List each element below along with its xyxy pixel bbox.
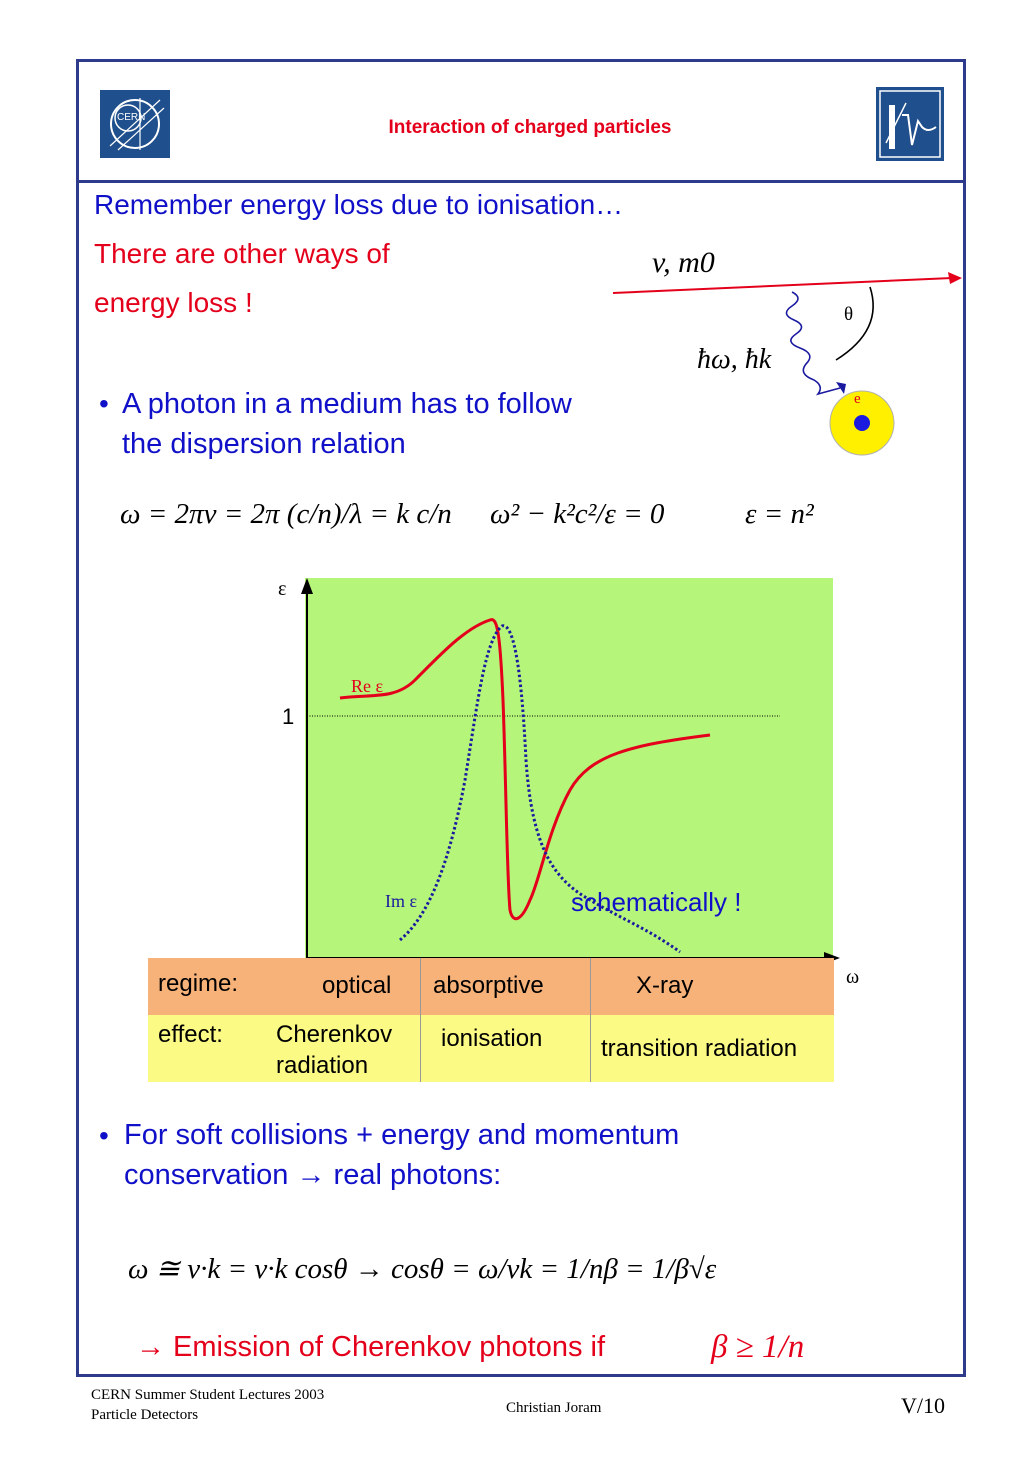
intro-line-3: energy loss ! — [94, 287, 253, 318]
footer-course: Particle Detectors — [91, 1407, 199, 1423]
effect-ionisation: ionisation — [441, 1025, 543, 1052]
particle-label: v, m0 — [652, 246, 715, 279]
bullet-2-line-2: conservation → real photons: — [124, 1159, 502, 1191]
y-axis-label: ε — [278, 578, 287, 600]
effect-cherenkov-2: radiation — [276, 1052, 369, 1079]
unity-label: 1 — [282, 704, 295, 729]
electron-label: e — [854, 391, 861, 407]
effect-cherenkov: Cherenkov — [276, 1021, 393, 1048]
dispersion-formula-3: ε = n² — [745, 498, 814, 530]
regime-optical: optical — [322, 972, 392, 999]
cern-logo-text: CERN — [117, 112, 146, 123]
intro-line-1: Remember energy loss due to ionisation… — [94, 189, 624, 220]
photon-label: ħω, ħk — [697, 344, 772, 375]
bullet-1-line-2: the dispersion relation — [122, 428, 406, 460]
cherenkov-condition: β ≥ 1/n — [711, 1329, 805, 1365]
regime-xray: X-ray — [636, 972, 694, 999]
table-divider-1 — [420, 958, 421, 1082]
dispersion-formula-2: ω² − k²c²/ε = 0 — [490, 498, 665, 530]
bullet-1-line-1: A photon in a medium has to follow — [122, 388, 572, 420]
bullet-1-marker: • — [99, 388, 109, 419]
conclusion-text: → Emission of Cherenkov photons if — [136, 1331, 606, 1363]
intro-line-2: There are other ways of — [94, 238, 390, 269]
effect-transition: transition radiation — [601, 1035, 798, 1062]
table-divider-2 — [590, 958, 591, 1082]
dispersion-formula-1: ω = 2πν = 2π (c/n)/λ = k c/n — [120, 498, 452, 530]
effect-label: effect: — [158, 1021, 223, 1048]
regime-absorptive: absorptive — [433, 972, 544, 999]
bullet-2-line-1: For soft collisions + energy and momentum — [124, 1119, 680, 1151]
footer-author: Christian Joram — [506, 1400, 602, 1416]
im-epsilon-label: Im ε — [385, 891, 418, 911]
page-number: V/10 — [901, 1393, 945, 1418]
bullet-2-marker: • — [99, 1120, 109, 1151]
angle-label: θ — [844, 304, 854, 325]
cherenkov-angle-formula: ω ≅ v·k = v·k cosθ → cosθ = ω/vk = 1/nβ = 1/β√ε — [128, 1253, 717, 1285]
x-axis-label: ω — [846, 966, 860, 988]
slide-title: Interaction of charged particles — [388, 117, 672, 138]
footer-lecture: CERN Summer Student Lectures 2003 — [91, 1387, 325, 1403]
re-epsilon-label: Re ε — [351, 676, 384, 696]
schematic-note: schematically ! — [571, 887, 742, 917]
regime-label: regime: — [158, 970, 239, 997]
